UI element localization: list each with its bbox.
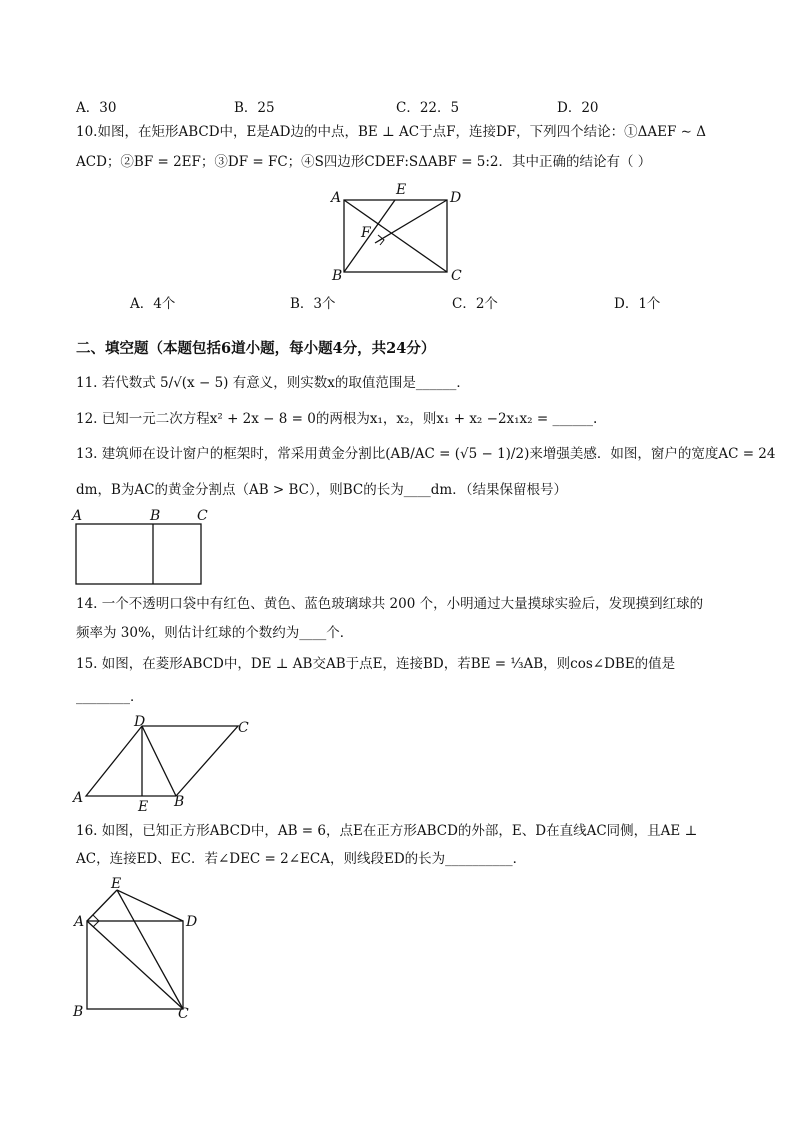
q15-label-d: D bbox=[134, 714, 146, 730]
q16-label-e: E bbox=[111, 876, 122, 892]
q10-option-d: D．1个 bbox=[614, 296, 661, 312]
q15-label-e: E bbox=[138, 799, 149, 815]
q10-label-e: E bbox=[396, 182, 407, 198]
q16-text-line2: AC，连接ED、EC．若∠DEC = 2∠ECA，则线段ED的长为__________． bbox=[76, 851, 527, 867]
q13-text-line1: 13. 建筑师在设计窗户的框架时，常采用黄金分割比(AB/AC = (√5 − 1)/2)来增强美感．如图，窗户的宽度AC = 24 bbox=[76, 446, 776, 462]
q12-text: 12. 已知一元二次方程x² + 2x − 8 = 0的两根为x₁，x₂，则x₁ + x₂ −2x₁x₂ = ______. bbox=[76, 411, 598, 427]
q13-label-a: A bbox=[72, 508, 83, 524]
q16-label-d: D bbox=[186, 914, 198, 930]
q10-option-a: A．4个 bbox=[130, 296, 176, 312]
q16-label-b: B bbox=[73, 1004, 84, 1020]
q13-label-c: C bbox=[197, 508, 208, 524]
q10-option-b: B．3个 bbox=[290, 296, 336, 312]
q14-text-line1: 14. 一个不透明口袋中有红色、黄色、蓝色玻璃球共 200 个，小明通过大量摸球实验后，发现摸到红球的 bbox=[76, 596, 704, 612]
q15-text-line1: 15. 如图，在菱形ABCD中，DE ⊥ AB交AB于点E，连接BD，若BE = ⅓AB，则cos∠DBE的值是 bbox=[76, 656, 676, 672]
q10-label-b: B bbox=[332, 268, 343, 284]
q15-figure-rhombus bbox=[70, 714, 260, 814]
q10-label-a: A bbox=[331, 190, 342, 206]
q10-text-line2: ACD；②BF = 2EF；③DF = FC；④S四边形CDEF:SΔABF = 5:2．其中正确的结论有（ ） bbox=[76, 154, 652, 170]
q10-label-c: C bbox=[451, 268, 462, 284]
q13-text-line2: dm，B为AC的黄金分割点（AB > BC），则BC的长为____dm．（结果保留根号） bbox=[76, 482, 567, 498]
q11-text: 11. 若代数式 5/√(x − 5) 有意义，则实数x的取值范围是______． bbox=[76, 375, 470, 391]
q9-option-a: A．30 bbox=[76, 100, 117, 116]
q9-option-c: C．22．5 bbox=[396, 100, 460, 116]
q16-label-c: C bbox=[178, 1006, 189, 1022]
q10-figure-rectangle bbox=[328, 180, 468, 285]
q9-option-b: B．25 bbox=[234, 100, 275, 116]
q10-option-c: C．2个 bbox=[452, 296, 498, 312]
q16-label-a: A bbox=[74, 914, 85, 930]
q15-label-a: A bbox=[73, 790, 84, 806]
q15-label-b: B bbox=[174, 794, 185, 810]
section-title: 二、填空题（本题包括6道小题，每小题4分，共24分） bbox=[76, 340, 436, 357]
q16-figure-square bbox=[70, 876, 200, 1021]
q9-option-d: D．20 bbox=[557, 100, 599, 116]
q15-text-line2: ________． bbox=[76, 689, 144, 705]
q14-text-line2: 频率为 30%，则估计红球的个数约为____个． bbox=[76, 625, 354, 641]
q13-label-b: B bbox=[150, 508, 161, 524]
q15-label-c: C bbox=[238, 720, 249, 736]
q16-text-line1: 16. 如图，已知正方形ABCD中，AB = 6，点E在正方形ABCD的外部，E、D在直线AC同侧，且AE ⊥ bbox=[76, 823, 698, 839]
q10-text-line1: 10.如图，在矩形ABCD中，E是AD边的中点，BE ⊥ AC于点F，连接DF，下列四个结论：①ΔAEF ∼ Δ bbox=[76, 124, 707, 140]
q13-figure-window bbox=[68, 506, 218, 588]
q10-label-d: D bbox=[450, 190, 462, 206]
q10-label-f: F bbox=[361, 225, 371, 241]
